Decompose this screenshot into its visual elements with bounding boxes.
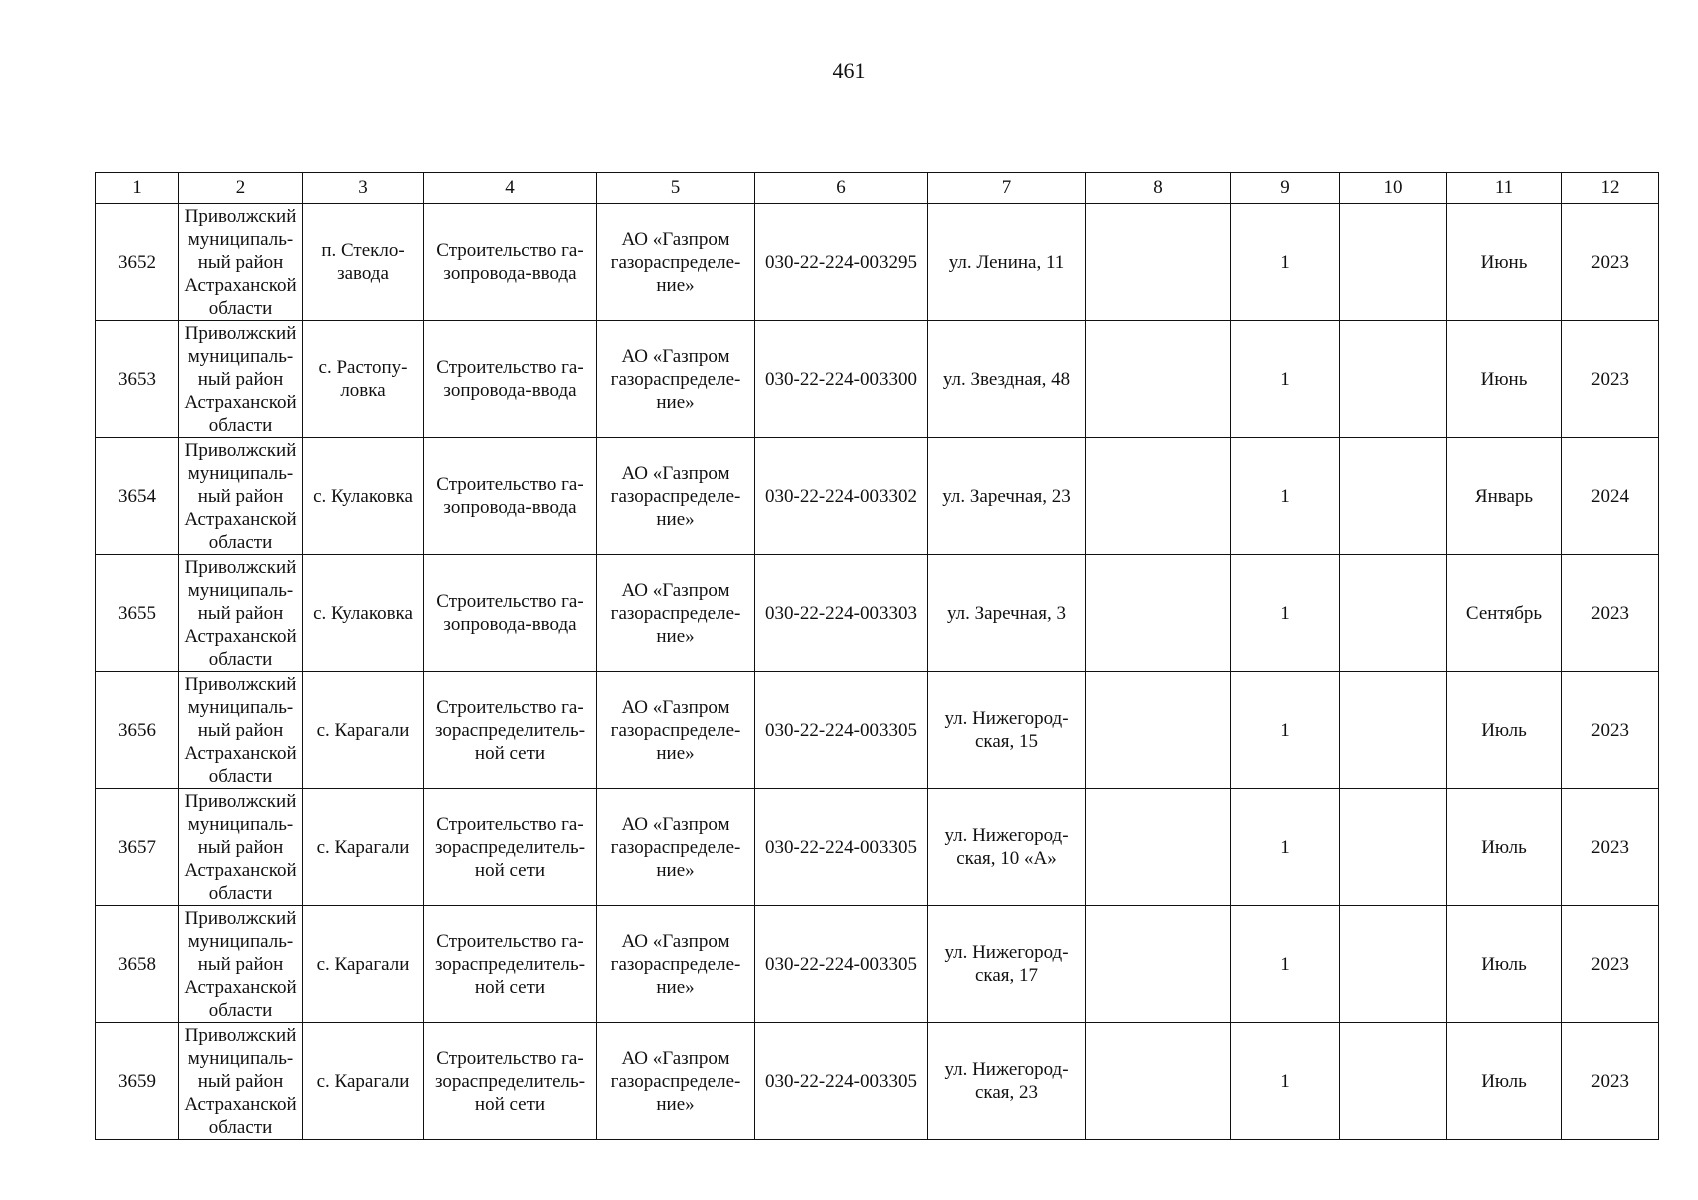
cell-organization: АО «Газпром газораспределе- ние»	[597, 555, 755, 672]
cell-organization: АО «Газпром газораспределе- ние»	[597, 789, 755, 906]
cell-year: 2023	[1562, 204, 1659, 321]
cell-district: Приволжский муниципаль- ный район Астраханской области	[179, 555, 303, 672]
cell-organization: АО «Газпром газораспределе- ние»	[597, 672, 755, 789]
cell-work-type: Строительство га- зораспределитель- ной сети	[424, 906, 597, 1023]
cell-col9: 1	[1231, 1023, 1340, 1140]
column-header-2: 2	[179, 173, 303, 204]
cell-col10	[1340, 555, 1447, 672]
cell-code: 030-22-224-003305	[755, 906, 928, 1023]
cell-organization: АО «Газпром газораспределе- ние»	[597, 321, 755, 438]
cell-work-type: Строительство га- зопровода-ввода	[424, 438, 597, 555]
cell-settlement: с. Кулаковка	[303, 438, 424, 555]
column-header-10: 10	[1340, 173, 1447, 204]
cell-col8	[1086, 204, 1231, 321]
cell-organization: АО «Газпром газораспределе- ние»	[597, 906, 755, 1023]
cell-col9: 1	[1231, 438, 1340, 555]
table-body	[96, 204, 1659, 1140]
cell-number: 3652	[96, 204, 179, 321]
cell-address: ул. Заречная, 23	[928, 438, 1086, 555]
cell-month: Июль	[1447, 1023, 1562, 1140]
cell-district: Приволжский муниципаль- ный район Астраханской области	[179, 204, 303, 321]
cell-col8	[1086, 321, 1231, 438]
column-header-1: 1	[96, 173, 179, 204]
cell-col8	[1086, 1023, 1231, 1140]
cell-organization: АО «Газпром газораспределе- ние»	[597, 204, 755, 321]
cell-settlement: п. Стекло- завода	[303, 204, 424, 321]
cell-work-type: Строительство га- зораспределитель- ной сети	[424, 1023, 597, 1140]
cell-code: 030-22-224-003305	[755, 789, 928, 906]
cell-district: Приволжский муниципаль- ный район Астраханской области	[179, 906, 303, 1023]
cell-month: Сентябрь	[1447, 555, 1562, 672]
cell-col9: 1	[1231, 672, 1340, 789]
column-header-8: 8	[1086, 173, 1231, 204]
cell-month: Январь	[1447, 438, 1562, 555]
cell-col8	[1086, 789, 1231, 906]
cell-number: 3653	[96, 321, 179, 438]
cell-col10	[1340, 906, 1447, 1023]
cell-col10	[1340, 321, 1447, 438]
column-header-7: 7	[928, 173, 1086, 204]
cell-col10	[1340, 204, 1447, 321]
cell-col9: 1	[1231, 789, 1340, 906]
cell-col10	[1340, 789, 1447, 906]
cell-organization: АО «Газпром газораспределе- ние»	[597, 438, 755, 555]
column-header-6: 6	[755, 173, 928, 204]
cell-work-type: Строительство га- зопровода-ввода	[424, 555, 597, 672]
cell-code: 030-22-224-003305	[755, 672, 928, 789]
cell-address: ул. Заречная, 3	[928, 555, 1086, 672]
cell-settlement: с. Карагали	[303, 672, 424, 789]
cell-work-type: Строительство га- зораспределитель- ной сети	[424, 789, 597, 906]
cell-code: 030-22-224-003303	[755, 555, 928, 672]
cell-month: Июль	[1447, 906, 1562, 1023]
cell-number: 3657	[96, 789, 179, 906]
table-row	[96, 204, 1659, 321]
cell-number: 3656	[96, 672, 179, 789]
cell-col10	[1340, 438, 1447, 555]
cell-month: Июнь	[1447, 321, 1562, 438]
cell-year: 2023	[1562, 1023, 1659, 1140]
cell-address: ул. Ленина, 11	[928, 204, 1086, 321]
cell-month: Июль	[1447, 789, 1562, 906]
column-header-12: 12	[1562, 173, 1659, 204]
column-header-9: 9	[1231, 173, 1340, 204]
cell-settlement: с. Карагали	[303, 789, 424, 906]
table-row	[96, 789, 1659, 906]
cell-address: ул. Нижегород- ская, 10 «А»	[928, 789, 1086, 906]
table-row	[96, 672, 1659, 789]
cell-address: ул. Нижегород- ская, 15	[928, 672, 1086, 789]
column-header-3: 3	[303, 173, 424, 204]
cell-month: Июнь	[1447, 204, 1562, 321]
cell-year: 2023	[1562, 321, 1659, 438]
table-row	[96, 1023, 1659, 1140]
cell-month: Июль	[1447, 672, 1562, 789]
cell-col10	[1340, 672, 1447, 789]
cell-district: Приволжский муниципаль- ный район Астраханской области	[179, 672, 303, 789]
cell-year: 2023	[1562, 906, 1659, 1023]
cell-district: Приволжский муниципаль- ный район Астраханской области	[179, 321, 303, 438]
cell-address: ул. Звездная, 48	[928, 321, 1086, 438]
column-header-4: 4	[424, 173, 597, 204]
cell-settlement: с. Карагали	[303, 1023, 424, 1140]
cell-work-type: Строительство га- зопровода-ввода	[424, 321, 597, 438]
column-header-11: 11	[1447, 173, 1562, 204]
cell-code: 030-22-224-003300	[755, 321, 928, 438]
cell-year: 2023	[1562, 555, 1659, 672]
cell-district: Приволжский муниципаль- ный район Астраханской области	[179, 438, 303, 555]
cell-year: 2023	[1562, 672, 1659, 789]
table-header	[96, 173, 1659, 204]
data-table	[95, 172, 1659, 1140]
table-row	[96, 906, 1659, 1023]
cell-number: 3654	[96, 438, 179, 555]
cell-code: 030-22-224-003295	[755, 204, 928, 321]
cell-col8	[1086, 672, 1231, 789]
column-header-5: 5	[597, 173, 755, 204]
cell-col8	[1086, 438, 1231, 555]
cell-col9: 1	[1231, 321, 1340, 438]
table-row	[96, 438, 1659, 555]
cell-col9: 1	[1231, 555, 1340, 672]
cell-col8	[1086, 555, 1231, 672]
cell-work-type: Строительство га- зораспределитель- ной сети	[424, 672, 597, 789]
cell-col10	[1340, 1023, 1447, 1140]
cell-col8	[1086, 906, 1231, 1023]
cell-year: 2023	[1562, 789, 1659, 906]
table-row	[96, 555, 1659, 672]
cell-settlement: с. Карагали	[303, 906, 424, 1023]
cell-code: 030-22-224-003305	[755, 1023, 928, 1140]
cell-code: 030-22-224-003302	[755, 438, 928, 555]
cell-settlement: с. Растопу- ловка	[303, 321, 424, 438]
cell-year: 2024	[1562, 438, 1659, 555]
cell-work-type: Строительство га- зопровода-ввода	[424, 204, 597, 321]
cell-settlement: с. Кулаковка	[303, 555, 424, 672]
header-row	[96, 173, 1659, 204]
cell-address: ул. Нижегород- ская, 17	[928, 906, 1086, 1023]
table-row	[96, 321, 1659, 438]
cell-address: ул. Нижегород- ская, 23	[928, 1023, 1086, 1140]
cell-organization: АО «Газпром газораспределе- ние»	[597, 1023, 755, 1140]
cell-number: 3655	[96, 555, 179, 672]
page-number: 461	[832, 58, 866, 83]
cell-district: Приволжский муниципаль- ный район Астраханской области	[179, 789, 303, 906]
cell-district: Приволжский муниципаль- ный район Астраханской области	[179, 1023, 303, 1140]
cell-number: 3659	[96, 1023, 179, 1140]
cell-col9: 1	[1231, 204, 1340, 321]
cell-col9: 1	[1231, 906, 1340, 1023]
cell-number: 3658	[96, 906, 179, 1023]
